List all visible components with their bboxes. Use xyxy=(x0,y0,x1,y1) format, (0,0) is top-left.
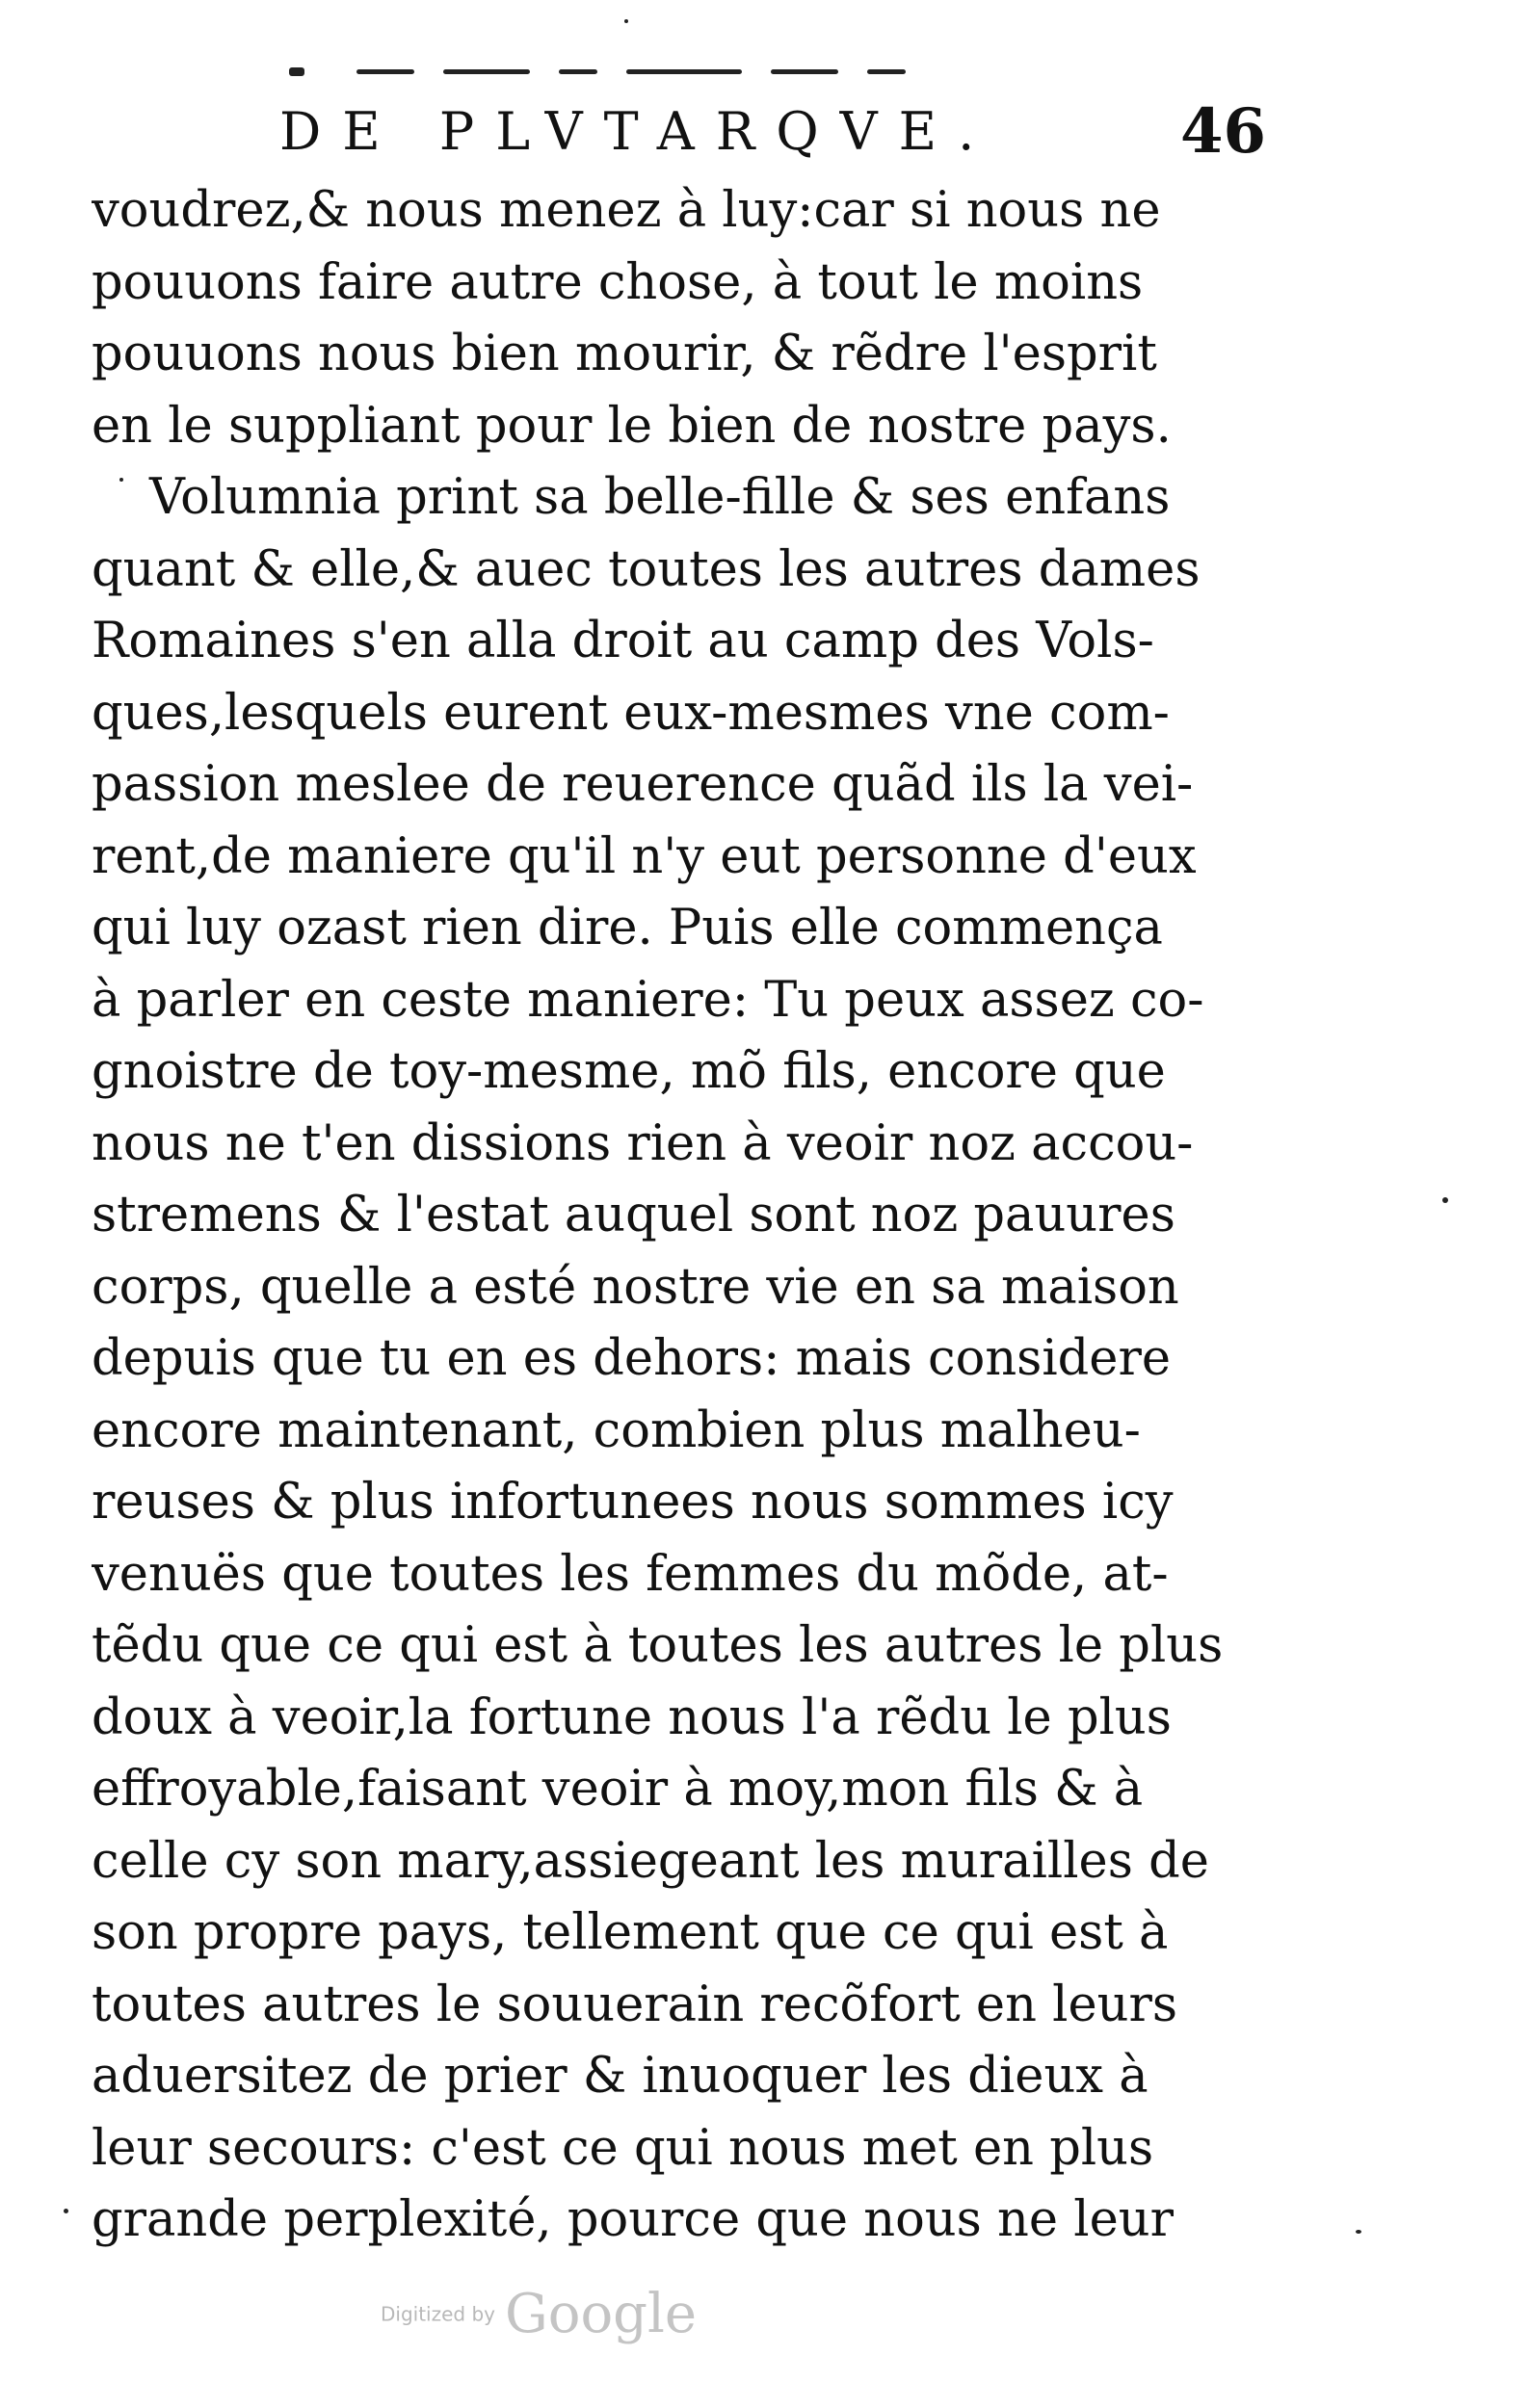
text-line: quant & elle,& auec toutes les autres dames xyxy=(92,540,1201,598)
text-line: qui luy ozast rien dire. Puis elle commença xyxy=(92,900,1163,956)
text-line: son propre pays, tellement que ce qui est à xyxy=(92,1904,1169,1961)
text-line: leur secours: c'est ce qui nous met en plus xyxy=(92,2119,1154,2177)
top-printer-rule xyxy=(289,69,925,79)
text-line: stremens & l'estat auquel sont noz pauures xyxy=(92,1187,1175,1243)
text-line: effroyable,faisant veoir à moy,mon fils & à xyxy=(92,1761,1144,1818)
text-line: voudrez,& nous menez à luy:car si nous ne xyxy=(92,182,1161,239)
text-line: ques,lesquels eurent eux-mesmes vne com- xyxy=(92,684,1170,742)
text-line: en le suppliant pour le bien de nostre pays. xyxy=(92,397,1172,455)
digitization-watermark xyxy=(381,2283,697,2345)
text-line: pouuons faire autre chose, à tout le moins xyxy=(92,253,1144,311)
text-line: celle cy son mary,assiegeant les murailles de xyxy=(92,1832,1209,1890)
page-number: 46 xyxy=(1180,95,1267,168)
text-line: nous ne t'en dissions rien à veoir noz accou- xyxy=(92,1114,1194,1172)
scan-speck xyxy=(624,19,628,23)
text-line: corps, quelle a esté nostre vie en sa maison xyxy=(92,1258,1179,1316)
paragraph-start-line: Volumnia print sa belle-fille & ses enfans xyxy=(149,469,1171,526)
text-line: venuës que toutes les femmes du mõde, at- xyxy=(92,1545,1169,1603)
text-line: Romaines s'en alla droit au camp des Vols- xyxy=(92,613,1154,669)
text-line: pouuons nous bien mourir, & rẽdre l'esprit xyxy=(92,326,1157,382)
text-line: reuses & plus infortunees nous sommes icy xyxy=(92,1474,1174,1531)
scan-speck xyxy=(64,2209,68,2213)
scan-speck xyxy=(119,478,123,482)
scan-speck xyxy=(1442,1197,1448,1203)
running-title: DE PLVTARQVE. xyxy=(279,101,996,162)
text-line: rent,de maniere qu'il n'y eut personne d'eux xyxy=(92,827,1197,885)
text-line: doux à veoir,la fortune nous l'a rẽdu le plus xyxy=(92,1688,1172,1746)
digitized-by-label: Digitized by xyxy=(381,2302,495,2326)
google-logo-text: Google xyxy=(505,2283,698,2345)
scan-speck xyxy=(1356,2230,1361,2234)
body-text xyxy=(92,175,1267,2257)
text-line: toutes autres le souuerain recõfort en leurs xyxy=(92,1976,1178,2033)
text-line: gnoistre de toy-mesme, mõ fils, encore que xyxy=(92,1043,1166,1100)
text-line: depuis que tu en es dehors: mais considere xyxy=(92,1330,1172,1387)
text-line: à parler en ceste maniere: Tu peux assez co- xyxy=(92,971,1204,1029)
text-line: grande perplexité, pource que nous ne leur xyxy=(92,2191,1174,2248)
text-line: passion meslee de reuerence quãd ils la vei- xyxy=(92,756,1194,813)
page-header xyxy=(279,95,1291,178)
text-line: aduersitez de prier & inuoquer les dieux à xyxy=(92,2048,1148,2105)
text-line: encore maintenant, combien plus malheu- xyxy=(92,1401,1141,1459)
text-line: tẽdu que ce qui est à toutes les autres le plus xyxy=(92,1617,1224,1674)
